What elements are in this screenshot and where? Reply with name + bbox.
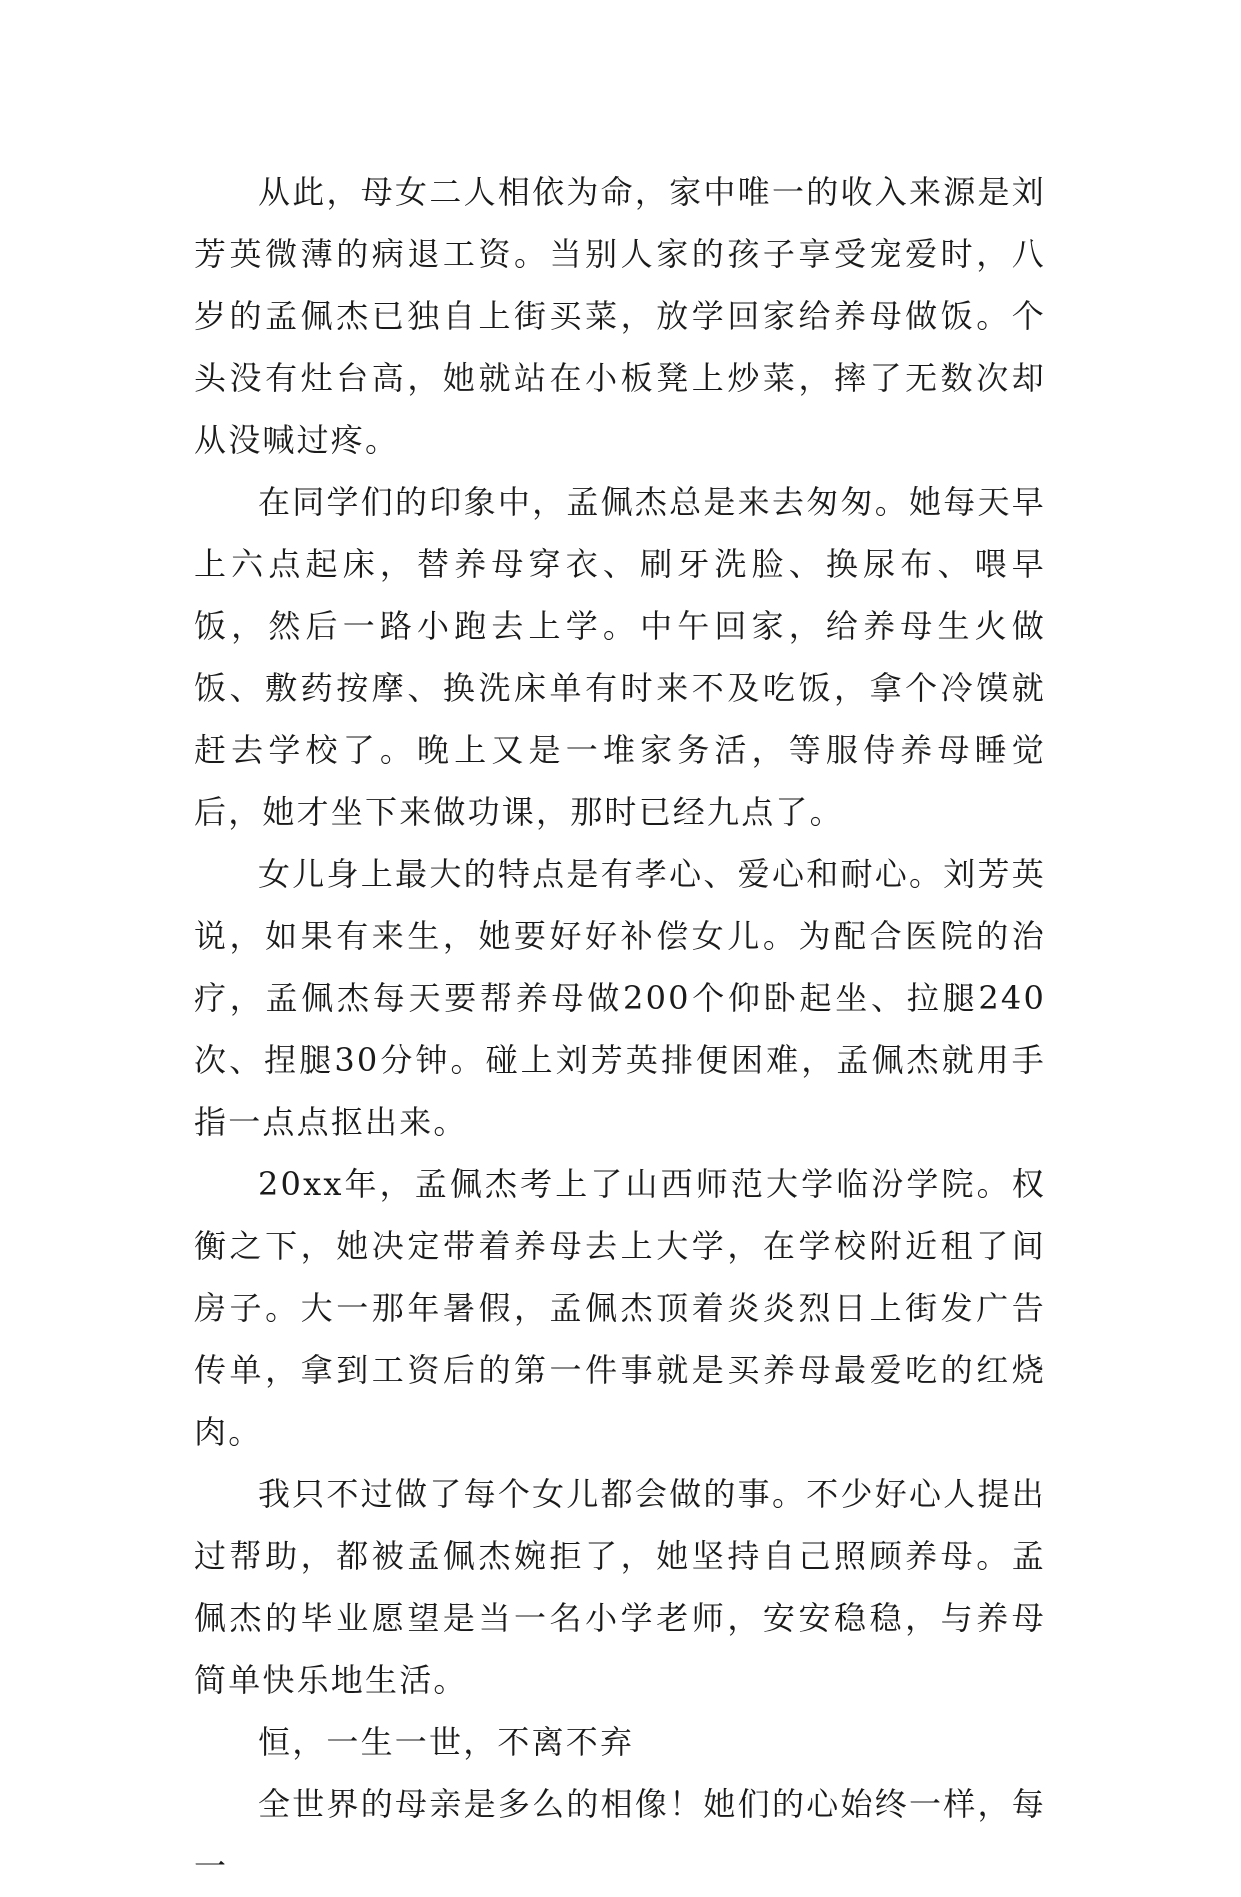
paragraph-2: 在同学们的印象中，孟佩杰总是来去匆匆。她每天早上六点起床，替养母穿衣、刷牙洗脸、换尿布、喂早饭，然后一路小跑去上学。中午回家，给养母生火做饭、敷药按摩、换洗床单有时来不及吃饭，拿个冷馍就赶去学校了。晚上又是一堆家务活，等服侍养母睡觉后，她才坐下来做功课，那时已经九点了。: [194, 483, 1046, 831]
section-heading: 恒，一生一世，不离不弃: [258, 1723, 635, 1761]
paragraph-3: 女儿身上最大的特点是有孝心、爱心和耐心。刘芳英说，如果有来生，她要好好补偿女儿。为配合医院的治疗，孟佩杰每天要帮养母做200个仰卧起坐、拉腿240次、捏腿30分钟。碰上刘芳英排便困难，孟佩杰就用手指一点点抠出来。: [194, 855, 1046, 1141]
paragraph-4: 20xx年，孟佩杰考上了山西师范大学临汾学院。权衡之下，她决定带着养母去上大学，在学校附近租了间房子。大一那年暑假，孟佩杰顶着炎炎烈日上街发广告传单，拿到工资后的第一件事就是买养母最爱吃的红烧肉。: [194, 1165, 1046, 1451]
paragraph-5: 我只不过做了每个女儿都会做的事。不少好心人提出过帮助，都被孟佩杰婉拒了，她坚持自己照顾养母。孟佩杰的毕业愿望是当一名小学老师，安安稳稳，与养母简单快乐地生活。: [194, 1475, 1046, 1699]
paragraph-1: 从此，母女二人相依为命，家中唯一的收入来源是刘芳英微薄的病退工资。当别人家的孩子享受宠爱时，八岁的孟佩杰已独自上街买菜，放学回家给养母做饭。个头没有灶台高，她就站在小板凳上炒菜，摔了无数次却从没喊过疼。: [194, 173, 1046, 459]
paragraph-6: 全世界的母亲是多么的相像！她们的心始终一样，每一: [194, 1785, 1046, 1885]
document-body: [194, 161, 1046, 1897]
